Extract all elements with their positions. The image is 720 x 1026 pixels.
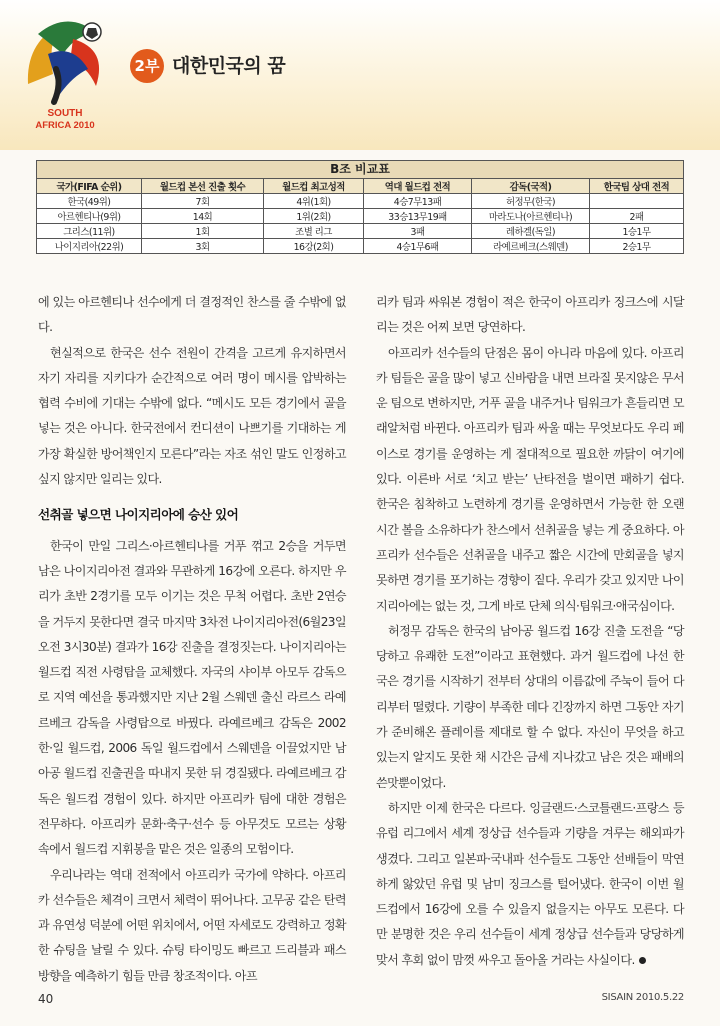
- article-column-left: [38, 290, 346, 989]
- table-cell: 1위(2회): [264, 209, 364, 224]
- table-row: [37, 239, 684, 254]
- table-cell: 아르헨티나(9위): [37, 209, 142, 224]
- section-heading: 선취골 넣으면 나이지리아에 승산 있어: [38, 507, 239, 523]
- paragraph: 허정무 감독은 한국의 남아공 월드컵 16강 진출 도전을 “당당하고 유쾌한 도전”이라고 표현했다. 과거 월드컵에 나선 한국은 경기를 시작하기 전부터 상대의 이름값에 주눅이 들어 다리부터 떨렸다. 기량이 부족한 데다 긴장까지 하면 그동안 자기가 준비해온 플레이를 제대로 할 수 없다. 자신이 무엇을 하고 있는지 알지도 못한 채 시간은 금세 지나갔고 남은 것은 패배의 쓴맛뿐이었다.: [376, 623, 684, 790]
- column-header: 월드컵 본선 진출 횟수: [142, 179, 264, 194]
- table-row: [37, 224, 684, 239]
- table-cell: 4승1무6패: [364, 239, 472, 254]
- column-header: 월드컵 최고성적: [264, 179, 364, 194]
- column-header: 한국팀 상대 전적: [590, 179, 684, 194]
- table-cell: 1승1무: [590, 224, 684, 239]
- table-row: [37, 194, 684, 209]
- table-cell: 4위(1회): [264, 194, 364, 209]
- paragraph: 에 있는 아르헨티나 선수에게 더 결정적인 찬스를 줄 수밖에 없다.: [38, 295, 346, 335]
- table-cell: 2패: [590, 209, 684, 224]
- column-header: 감독(국적): [472, 179, 590, 194]
- article-column-right: [376, 290, 684, 973]
- issue-info: SISAIN 2010.5.22: [601, 992, 684, 1003]
- table-cell: 14회: [142, 209, 264, 224]
- paragraph: 리카 팀과 싸워본 경험이 적은 한국이 아프리카 징크스에 시달리는 것은 어찌 보면 당연하다.: [376, 295, 684, 335]
- group-b-comparison-table: [36, 160, 684, 254]
- table-cell: 1회: [142, 224, 264, 239]
- paragraph-text: 하지만 이제 한국은 다르다. 잉글랜드·스코틀랜드·프랑스 등 유럽 리그에서 세계 정상급 선수들과 기량을 겨루는 해외파가 생겼다. 그리고 일본파·국내파 선수들도 그동안 선배들이 막연하게 앓았던 유럽 및 남미 징크스를 털어냈다. 한국이 이번 월드컵에서 16강에 오를 수 있을지 없을지는 아무도 모른다. 다만 분명한 것은 우리 선수들이 세계 정상급 선수들과 당당하게 맞서 후회 없이 맘껏 싸우고 돌아올 거라는 사실이다.: [376, 800, 684, 967]
- table-cell: 마라도나(아르헨티나): [472, 209, 590, 224]
- table-cell: 레하겔(독일): [472, 224, 590, 239]
- table-title: B조 비교표: [36, 160, 684, 178]
- table-cell: 33승13무19패: [364, 209, 472, 224]
- paragraph: 한국이 만일 그리스·아르헨티나를 거푸 꺾고 2승을 거두면 남은 나이지리아전 결과와 무관하게 16강에 오른다. 하지만 우리가 초반 2경기를 모두 이기는 것은 무척 어렵다. 초반 2연승을 거두지 못한다면 결국 마지막 3차전 나이지리아전(6월23일 오전 3시30분) 결과가 16강 진출을 결정짓는다. 나이지리아는 월드컵 직전 사령탑을 교체했다. 자국의 샤이부 아모두 감독으로 지역 예선을 통과했지만 지난 2월 스웨덴 출신 라르스 라예르베크 감독을 사령탑으로 바꿨다. 라예르베크 감독은 2002 한·일 월드컵, 2006 독일 월드컵에서 스웨덴을 이끌었지만 남아공 월드컵 진출권을 따내지 못한 뒤 경질됐다. 라예르베크 감독은 월드컵 경험이 있다. 하지만 아프리카 팀에 대한 경험은 전무하다. 아프리카 문화·축구·선수 등 아무것도 모르는 상황 속에서 월드컵 지휘봉을 맡은 것은 일종의 모험이다.: [38, 538, 346, 857]
- table-cell: 3패: [364, 224, 472, 239]
- table-cell: 라예르베크(스웨덴): [472, 239, 590, 254]
- paragraph: 아프리카 선수들의 단점은 몸이 아니라 마음에 있다. 아프리카 팀들은 골을 많이 넣고 신바람을 내면 브라질 못지않은 무서운 팀으로 변하지만, 거푸 골을 내주거나 팀워크가 흔들리면 모래알처럼 바뀐다. 아프리카 팀과 싸울 때는 무엇보다도 우리 페이스로 경기를 운영하는 게 절대적으로 필요한 까닭이 여기에 있다. 이른바 서로 ‘치고 받는’ 난타전을 벌이면 패하기 쉽다. 한국은 침착하고 노련하게 경기를 운영하면서 가능한 한 오랜 시간 볼을 소유하다가 찬스에서 선취골을 넣는 게 중요하다. 아프리카 선수들은 선취골을 내주고 짧은 시간에 만회골을 넣지 못하면 경기를 포기하는 경향이 짙다. 우리가 갖고 있지만 나이지리아에는 없는 것, 그게 바로 단체 의식·팀워크·애국심이다.: [376, 345, 684, 613]
- table-cell: 2승1무: [590, 239, 684, 254]
- table-cell: 3회: [142, 239, 264, 254]
- table-cell: 한국(49위): [37, 194, 142, 209]
- table-cell: [590, 194, 684, 209]
- part-title: 대한민국의 꿈: [172, 55, 286, 77]
- table-cell: 7회: [142, 194, 264, 209]
- paragraph: 우리나라는 역대 전적에서 아프리카 국가에 약하다. 아프리카 선수들은 체격이 크면서 체력이 뛰어나다. 고무공 같은 탄력과 유연성 덕분에 어떤 위치에서, 어떤 자세로도 강력하고 정확한 슈팅을 날릴 수 있다. 슈팅 타이밍도 빠르고 드리블과 패스 방향을 예측하기 힘들 만큼 창조적이다. 아프: [38, 867, 346, 983]
- column-header: 역대 월드컵 전적: [364, 179, 472, 194]
- column-header: 국가(FIFA 순위): [37, 179, 142, 194]
- table-header-row: [37, 179, 684, 194]
- page-number: 40: [38, 992, 54, 1006]
- part-badge: 2부: [130, 49, 164, 83]
- logo-line1: SOUTH: [47, 108, 83, 119]
- table-cell: 조별 리그: [264, 224, 364, 239]
- table-cell: 4승7무13패: [364, 194, 472, 209]
- table-cell: 16강(2회): [264, 239, 364, 254]
- table-row: [37, 209, 684, 224]
- table-cell: 허정무(한국): [472, 194, 590, 209]
- table-cell: 그리스(11위): [37, 224, 142, 239]
- paragraph-last: [376, 796, 684, 973]
- paragraph: 현실적으로 한국은 선수 전원이 간격을 고르게 유지하면서 자기 자리를 지키다가 순간적으로 여러 명이 메시를 압박하는 협력 수비에 기대는 수밖에 없다. “메시도 모든 경기에서 골을 넣는 것은 아니다. 한국전에서 컨디션이 나쁘기를 기대하는 게 가장 확실한 방어책인지 모른다”라는 자조 섞인 말도 인정하고 싶지 않지만 일리는 있다.: [38, 345, 346, 487]
- logo-line2: AFRICA 2010: [35, 120, 95, 131]
- end-mark-icon: [639, 957, 646, 964]
- comparison-table-wrap: [36, 160, 683, 254]
- table-cell: 나이지리아(22위): [37, 239, 142, 254]
- world-cup-logo: [18, 14, 113, 134]
